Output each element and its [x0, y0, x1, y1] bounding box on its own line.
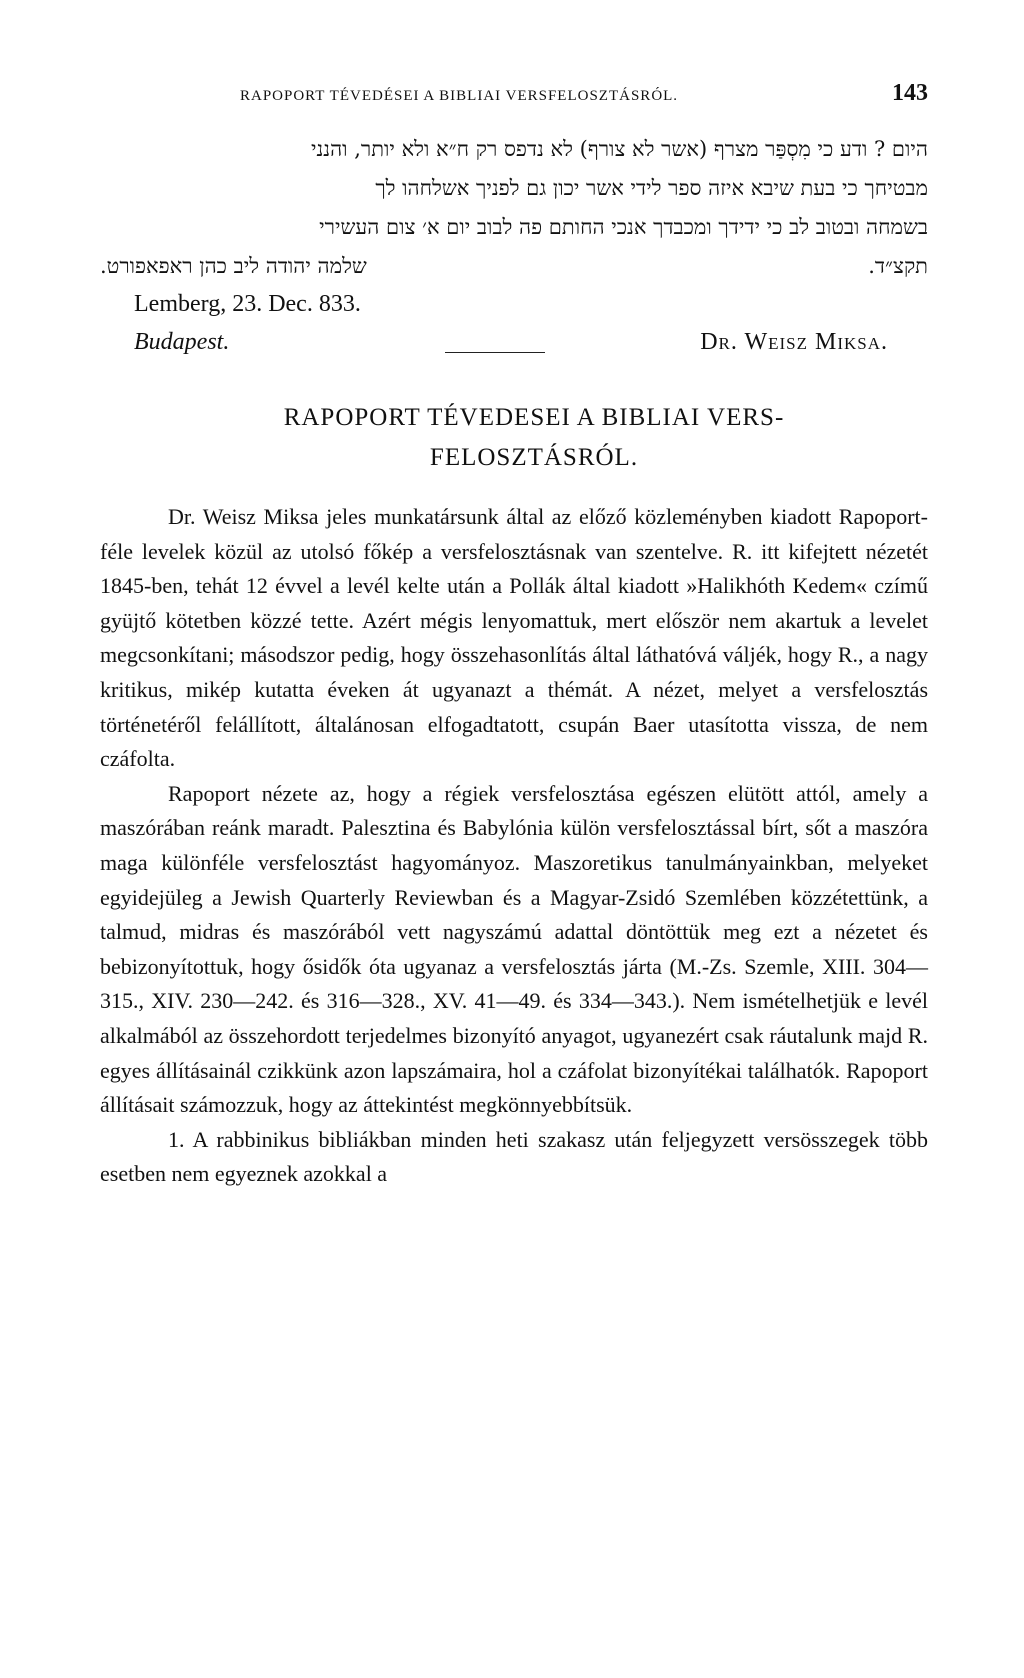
place-date: Lemberg, 23. Dec. 833. [134, 291, 361, 317]
editor-author: Dr. Weisz Miksa. [700, 329, 888, 355]
hebrew-line-4: תקצ״ד. [868, 254, 928, 278]
hebrew-line-1: היום ? ודע כי מִסְפַּר מצרף (אשר לא צורף) לא נדפס רק ח״א ולא יותר, והנני [310, 137, 928, 161]
hebrew-closing-row [100, 247, 928, 286]
running-head [100, 80, 928, 116]
page [100, 80, 928, 1192]
paragraph-2: Rapoport nézete az, hogy a régiek versfelosztása egészen elütött attól, amely a maszórában reánk maradt. Palesztina és Babylónia külön versfelosztással bírt, sőt a maszóra maga különféle versfelosztást hagyományoz. Maszoretikus tanulmányainkban, melyeket egyidejüleg a Jewish Quarterly Reviewban és a Magyar-Zsidó Szemlében közzétettünk, a talmud, midras és maszórából vett nagyszámú adattal döntöttük meg ezt a nézetet és bebizonyítottuk, hogy ősidők óta ugyanaz a versfelosztás járta (M.-Zs. Szemle, XIII. 304—315., XIV. 230—242. és 316—328., XV. 41—49. és 334—343.). Nem ismételhetjük e levél alkalmából az összehordott terjedelmes bizonyító anyagot, ugyanezért csak ráutalunk majd R. egyes állításainál czikkünk azon lapszámaira, hol a czáfolat bizonyítékai találhatók. Rapoport állításait számozzuk, hogy az áttekintést megkönnyebbítsük. [100, 780, 928, 1118]
article-body [100, 500, 928, 1192]
editor-place: Budapest. [134, 329, 230, 355]
hebrew-line-2: מבטיחך כי בעת שיבא איזה ספר לידי אשר יכון גם לפניך אשלחהו לך [375, 176, 928, 200]
hebrew-signature: שלמה יהודה ליב כהן ראפאפורט. [100, 254, 367, 278]
article-title-line-1: RAPOPORT TÉVEDESEI A BIBLIAI VERS- [283, 404, 785, 431]
page-number: 143 [892, 80, 928, 106]
editor-note [100, 322, 928, 362]
hebrew-line-3: בשמחה ובטוב לב כי ידידך ומכבדך אנכי החותם פה לבוב יום א׳ צום העשירי [319, 215, 928, 239]
separator-rule [445, 352, 545, 353]
hebrew-letter [100, 130, 928, 286]
article-title-line-2: FELOSZTÁSRÓL. [429, 444, 639, 471]
paragraph-1: Dr. Weisz Miksa jeles munkatársunk által az előző közleményben kiadott Rapoport-féle levelek közül az utolsó főkép a versfelosztásnak van szentelve. R. itt kifejtett nézetét 1845-ben, tehát 12 évvel a levél kelte után a Pollák által kiadott »Halikhóth Kedem« czímű gyüjtő kötetben közzé tette. Azért mégis lenyomattuk, mert először nem akartuk a levelet megcsonkítani; másodszor pedig, hogy összehasonlítás által láthatóvá váljék, hogy R., a nagy kritikus, mikép kutatta éveken át ugyanazt a thémát. A nézet, melyet a versfelosztás történetéről felállított, általánosan elfogadtatott, csupán Baer utasította vissza, de nem czáfolta. [100, 504, 928, 772]
paragraph-3: 1. A rabbinikus bibliákban minden heti szakasz után feljegyzett versösszegek több esetben nem egyeznek azokkal a [100, 1126, 928, 1187]
running-head-title: RAPOPORT TÉVEDÉSEI A BIBLIAI VERSFELOSZTÁSRÓL. [240, 88, 679, 104]
article-title [100, 398, 928, 478]
